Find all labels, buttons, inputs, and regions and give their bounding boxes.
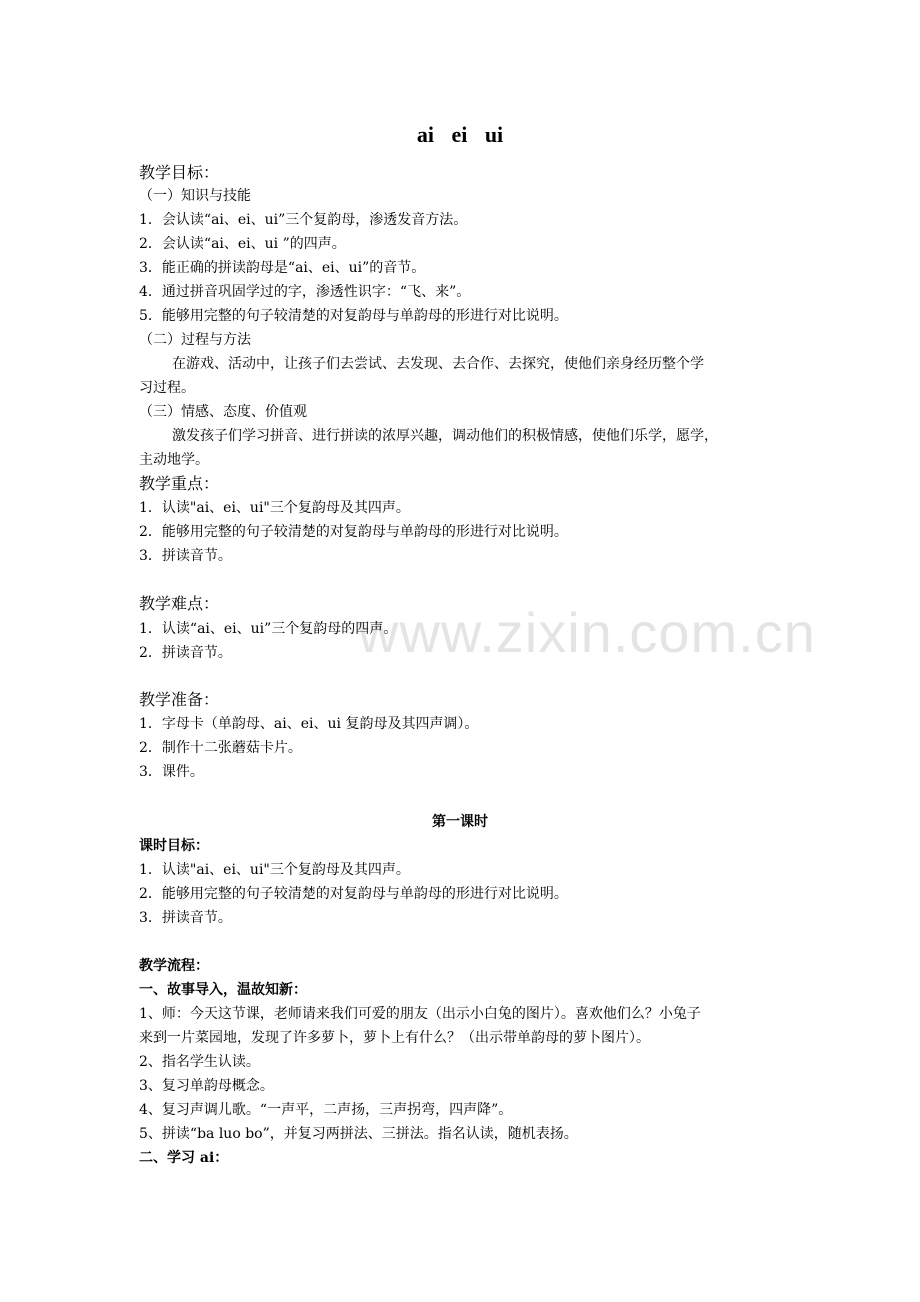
flow-step: 2、指名学生认读。 bbox=[139, 1054, 260, 1070]
difficulties-item: 1．认读“ai、ei、ui”三个复韵母的四声。 bbox=[139, 621, 398, 637]
goals-paragraph: 习过程。 bbox=[139, 380, 195, 396]
flow-step: 5、拼读“ba luo bo”，并复习两拼法、三拼法。指名认读，随机表扬。 bbox=[139, 1126, 578, 1142]
difficulties-heading: 教学难点： bbox=[139, 594, 220, 613]
page-title: ai ei ui bbox=[416, 122, 504, 147]
lesson1-item: 2．能够用完整的句子较清楚的对复韵母与单韵母的形进行对比说明。 bbox=[139, 886, 568, 902]
goals-item: 1．会认读“ai、ei、ui”三个复韵母，渗透发音方法。 bbox=[139, 212, 468, 228]
goals-item: 3．能正确的拼读韵母是“ai、ei、ui”的音节。 bbox=[139, 260, 426, 276]
flow-step: 3、复习单韵母概念。 bbox=[139, 1078, 274, 1094]
goals-paragraph: 主动地学。 bbox=[139, 452, 209, 468]
goals-item: 5．能够用完整的句子较清楚的对复韵母与单韵母的形进行对比说明。 bbox=[139, 308, 568, 324]
watermark: www.zixin.com.cn bbox=[358, 601, 816, 664]
goals-item: 4．通过拼音巩固学过的字，渗透性识字：“飞、来”。 bbox=[139, 284, 471, 300]
preparation-item: 1．字母卡（单韵母、ai、ei、ui 复韵母及其四声调）。 bbox=[139, 716, 479, 732]
lesson1-item: 1．认读"ai、ei、ui"三个复韵母及其四声。 bbox=[139, 862, 410, 878]
goals-item: 2．会认读“ai、ei、ui ”的四声。 bbox=[139, 236, 346, 252]
goals-subheading-3: （三）情感、态度、价值观 bbox=[139, 404, 307, 420]
flow-step: 4、复习声调儿歌。“一声平，二声扬，三声拐弯，四声降”。 bbox=[139, 1102, 513, 1118]
lesson1-goals-heading: 课时目标： bbox=[139, 838, 209, 854]
flow-step: 来到一片菜园地，发现了许多萝卜，萝卜上有什么？（出示带单韵母的萝卜图片）。 bbox=[139, 1030, 650, 1046]
flow-section-1: 一、故事导入，温故知新： bbox=[139, 982, 307, 998]
lesson1-item: 3．拼读音节。 bbox=[139, 910, 232, 926]
goals-paragraph: 激发孩子们学习拼音、进行拼读的浓厚兴趣，调动他们的积极情感，使他们乐学，愿学， bbox=[172, 428, 718, 444]
preparation-item: 3．课件。 bbox=[139, 764, 204, 780]
goals-heading: 教学目标： bbox=[139, 163, 220, 182]
lesson1-heading: 第一课时 bbox=[432, 814, 488, 830]
difficulties-item: 2．拼读音节。 bbox=[139, 645, 232, 661]
keypoints-item: 2．能够用完整的句子较清楚的对复韵母与单韵母的形进行对比说明。 bbox=[139, 524, 568, 540]
flow-heading: 教学流程： bbox=[139, 958, 209, 974]
keypoints-heading: 教学重点： bbox=[139, 474, 220, 493]
keypoints-item: 1．认读"ai、ei、ui"三个复韵母及其四声。 bbox=[139, 500, 410, 516]
goals-subheading-1: （一）知识与技能 bbox=[139, 188, 251, 204]
goals-paragraph: 在游戏、活动中，让孩子们去尝试、去发现、去合作、去探究，使他们亲身经历整个学 bbox=[172, 356, 704, 372]
flow-step: 1、师：今天这节课，老师请来我们可爱的朋友（出示小白兔的图片）。喜欢他们么？小兔子 bbox=[139, 1006, 701, 1022]
keypoints-item: 3．拼读音节。 bbox=[139, 548, 232, 564]
preparation-heading: 教学准备： bbox=[139, 690, 220, 709]
goals-subheading-2: （二）过程与方法 bbox=[139, 332, 251, 348]
preparation-item: 2．制作十二张蘑菇卡片。 bbox=[139, 740, 302, 756]
flow-section-2: 二、学习 ai： bbox=[139, 1150, 229, 1166]
